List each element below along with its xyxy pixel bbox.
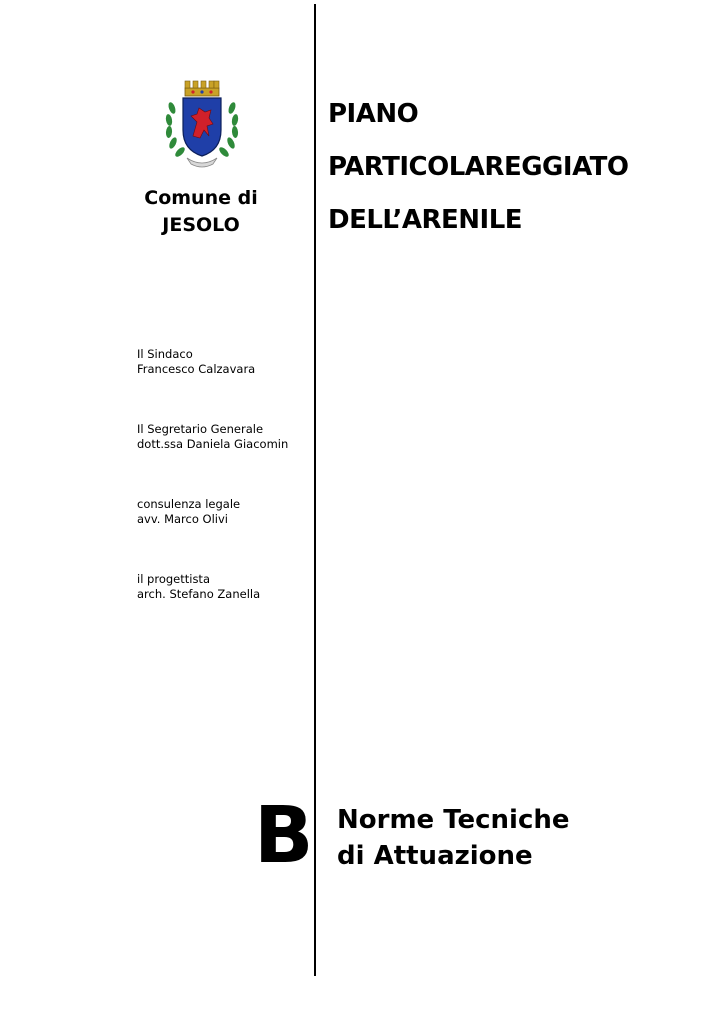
vertical-divider — [314, 4, 316, 976]
municipality-line1: Comune di — [144, 187, 258, 209]
document-title — [328, 94, 629, 253]
title-line2: PARTICOLAREGGIATO — [328, 152, 629, 182]
official-name: dott.ssa Daniela Giacomin — [137, 437, 289, 451]
officials-list — [137, 347, 288, 647]
jesolo-coat-of-arms-icon — [163, 78, 241, 170]
official-name: Francesco Calzavara — [137, 362, 256, 376]
section-title-line1: Norme Tecniche — [337, 805, 570, 835]
municipality-name — [120, 185, 282, 239]
official-role: consulenza legale — [137, 497, 241, 511]
official-secretary — [137, 422, 288, 497]
official-designer — [137, 572, 288, 647]
official-role: Il Segretario Generale — [137, 422, 264, 436]
official-name: arch. Stefano Zanella — [137, 587, 261, 601]
official-role: Il Sindaco — [137, 347, 193, 361]
section-title-line2: di Attuazione — [337, 841, 533, 871]
municipality-line2: JESOLO — [162, 214, 240, 236]
title-line1: PIANO — [328, 99, 419, 129]
official-mayor — [137, 347, 288, 422]
section-letter: B — [254, 791, 312, 881]
official-name: avv. Marco Olivi — [137, 512, 228, 526]
official-legal-advisor — [137, 497, 288, 572]
section-title — [337, 802, 570, 874]
official-role: il progettista — [137, 572, 210, 586]
title-line3: DELL’ARENILE — [328, 205, 523, 235]
